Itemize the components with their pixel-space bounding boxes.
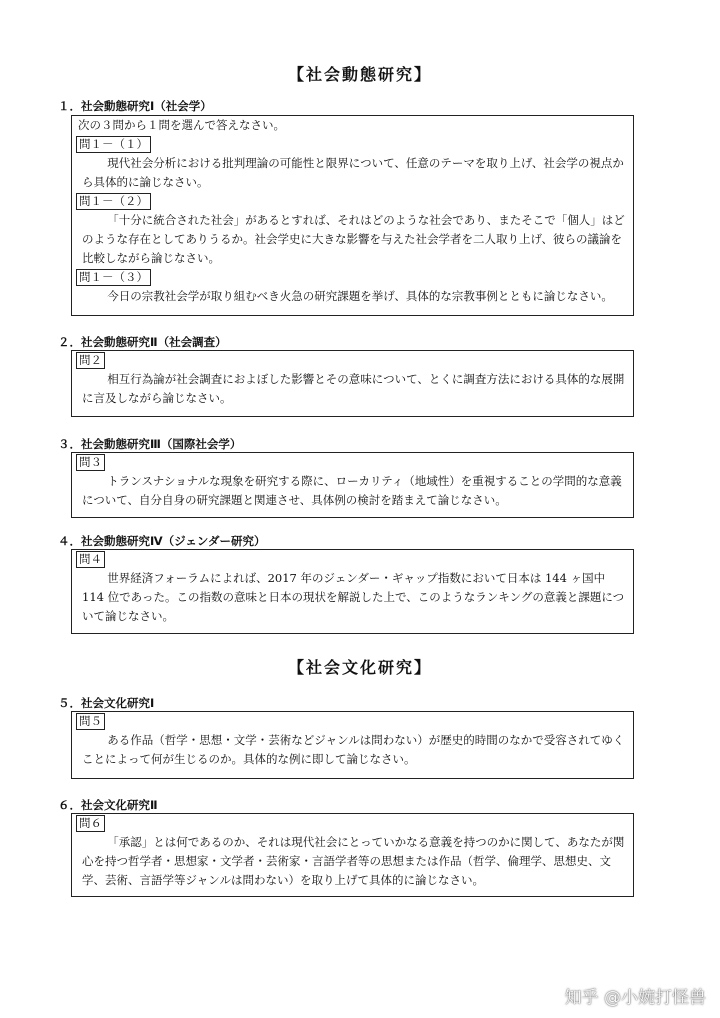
question-box-2 bbox=[71, 350, 634, 417]
question-tag-6: 問６ bbox=[76, 815, 105, 832]
question-box-3 bbox=[71, 452, 634, 518]
question-tag-2: 問２ bbox=[76, 352, 105, 369]
question-text-6: 「承認」とは何であるのか、それは現代社会にとっていかなる意義を持つのかに関して、あなたが関心を持つ哲学者・思想家・文学者・芸術家・言語学者等の思想または作品（哲学、倫理学、思想史、文学、芸術、言語学等ジャンルは問わない）を取り上げて具体的に論じなさい。 bbox=[82, 835, 625, 887]
section-title-3: ３．社会動態研究Ⅲ（国際社会学） bbox=[58, 437, 242, 451]
question-tag-4: 問４ bbox=[76, 551, 105, 568]
question-text-5: ある作品（哲学・思想・文学・芸術などジャンルは問わない）が歴史的時間のなかで受容されてゆくことによって何が生じるのか。具体的な例に即して論じなさい。 bbox=[82, 733, 625, 766]
question-tag-3: 問３ bbox=[76, 454, 105, 471]
section-title-5: ５．社会文化研究Ⅰ bbox=[58, 696, 155, 710]
question-text-2: 相互行為論が社会調査におよぼした影響とその意味について、とくに調査方法における具体的な展開に言及しながら論じなさい。 bbox=[82, 372, 625, 405]
section-title-1: １．社会動態研究Ⅰ（社会学） bbox=[58, 99, 212, 113]
question-text-3: トランスナショナルな現象を研究する際に、ローカリティ（地域性）を重視することの学問的な意義について、自分自身の研究課題と関連させ、具体例の検討を踏まえて論じなさい。 bbox=[82, 474, 622, 507]
question-text-1-2: 「十分に統合された社会」があるとすれば、それはどのような社会であり、またそこで「個人」はどのような存在としてありうるか。社会学史に大きな影響を与えた社会学者を二人取り上げ、彼らの議論を比較しながら論じなさい。 bbox=[82, 213, 625, 265]
question-box-1 bbox=[71, 115, 634, 316]
question-box-5 bbox=[71, 711, 634, 779]
zhihu-watermark: 知乎 @小婉打怪兽 bbox=[564, 988, 706, 1008]
section-title-6: ６．社会文化研究Ⅱ bbox=[58, 798, 158, 812]
part-title-social-dynamics: 【社会動態研究】 bbox=[287, 65, 432, 84]
section-title-2: ２．社会動態研究Ⅱ（社会調査） bbox=[58, 335, 227, 349]
question-tag-1-2: 問１－（２） bbox=[76, 193, 151, 210]
question-tag-1-1: 問１－（１） bbox=[76, 136, 151, 153]
part-title-social-culture: 【社会文化研究】 bbox=[287, 658, 432, 677]
question-text-4: 世界経済フォーラムによれば、2017 年のジェンダー・ギャップ指数において日本は 144 ヶ国中 114 位であった。この指数の意味と日本の現状を解説した上で、このようなランキングの意義と課題について論じなさい。 bbox=[82, 571, 625, 623]
question-tag-5: 問５ bbox=[76, 713, 105, 730]
section-title-4: ４．社会動態研究Ⅳ（ジェンダー研究） bbox=[58, 534, 266, 548]
instruction-text: 次の３問から１問を選んで答えなさい。 bbox=[78, 118, 285, 132]
question-text-1-1: 現代社会分析における批判理論の可能性と限界について、任意のテーマを取り上げ、社会学の視点から具体的に論じなさい。 bbox=[82, 156, 624, 189]
question-box-4 bbox=[71, 549, 634, 634]
question-box-6 bbox=[71, 813, 634, 897]
question-tag-1-3: 問１－（３） bbox=[76, 269, 151, 286]
question-text-1-3: 今日の宗教社会学が取り組むべき火急の研究課題を挙げ、具体的な宗教事例とともに論じなさい。 bbox=[107, 289, 613, 303]
